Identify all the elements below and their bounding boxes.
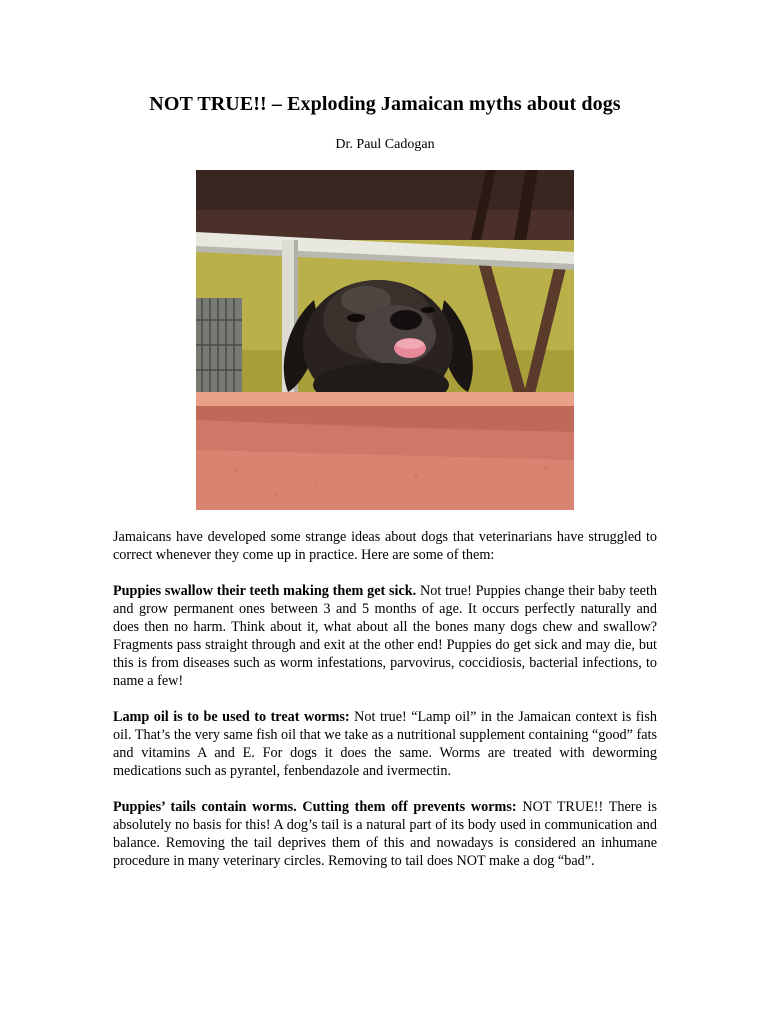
myth-body: Not true! Puppies change their baby teeth and grow permanent ones between 3 and 5 months of age. It occurs perfectly naturally and does then no harm. Think about it, what about all the bones many dogs chew and swallow? Fragments pass straight through and exit at the other end! Puppies do get sick and may die, but this is from diseases such as worm infestations, parvovirus, coccidiosis, bacterial infections, to name a few! [113,583,657,689]
article-body [113,528,657,888]
myth-body: Not true! “Lamp oil” in the Jamaican context is fish oil. That’s the very same fish oil that we take as a nutritional supplement containing “good” fats and vitamins A and E. For dogs it does the same. Worms are treated with deworming medications such as pyrantel, fenbendazole and ivermectin. [113,709,657,779]
myth-heading: Puppies’ tails contain worms. Cutting them off prevents worms: [113,799,517,815]
myth-paragraph [113,582,657,690]
dog-photo [196,170,574,510]
myth-heading: Lamp oil is to be used to treat worms: [113,709,350,725]
myth-heading: Puppies swallow their teeth making them get sick. [113,583,417,599]
myth-paragraph [113,798,657,870]
document-title: NOT TRUE!! – Exploding Jamaican myths about dogs [149,93,621,115]
author-name: Dr. Paul Cadogan [335,137,435,152]
myth-body: NOT TRUE!! There is absolutely no basis for this! A dog’s tail is a natural part of its body used in communication and balance. Removing the tail deprives them of this and nowadays is considered an inhumane procedure in many veterinary circles. Removing to tail does NOT make a dog “bad”. [113,799,658,869]
intro-paragraph: Jamaicans have developed some strange ideas about dogs that veterinarians have struggled to correct whenever they come up in practice. Here are some of them: [113,529,657,563]
myth-paragraph [113,708,657,780]
